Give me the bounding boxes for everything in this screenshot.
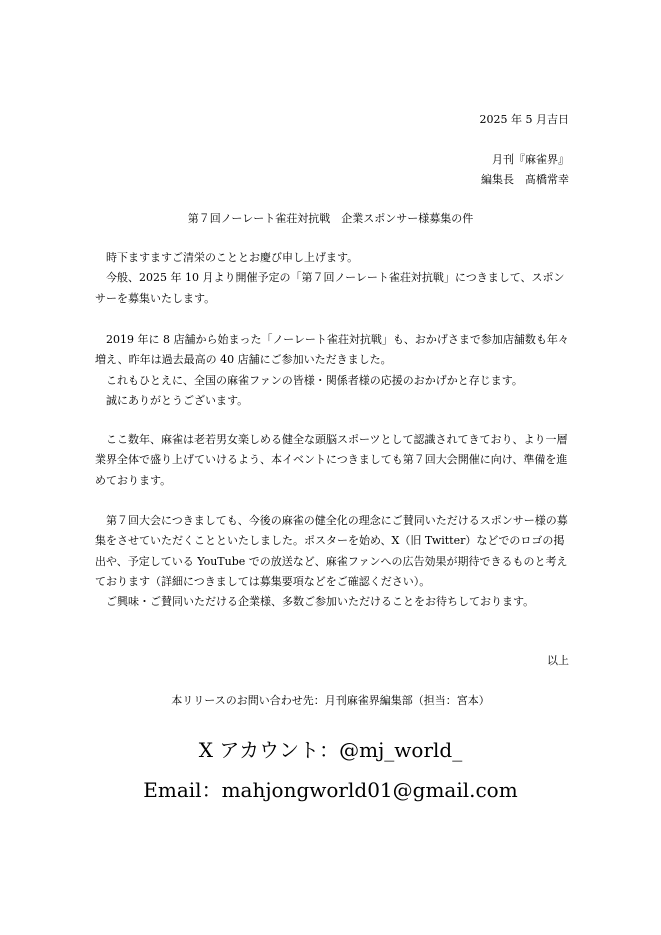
letter-title: 第７回ノーレート雀荘対抗戦 企業スポンサー様募集の件 bbox=[187, 212, 474, 225]
body-line: 時下ますますご清栄のこととお慶び申し上げます。 bbox=[95, 251, 359, 264]
body-line: 誠にありがとうございます。 bbox=[95, 393, 249, 407]
body-line: 2019 年に 8 店舗から始まった「ノーレート雀荘対抗戦」も、おかげさまで参加店舗数も年々増え、昨年は過去最高の 40 店舗にご参加いただきました。 bbox=[95, 333, 569, 367]
x-account: X アカウント：@mj_world_ bbox=[198, 738, 463, 762]
paragraph-sponsor bbox=[95, 511, 573, 612]
body-line: これもひとえに、全国の麻雀ファンの皆様・関係者様の応援のおかげかと存じます。 bbox=[95, 373, 523, 387]
body-line: ここ数年、麻雀は老若男女楽しめる健全な頭脳スポーツとして認識されてきており、より一層業界全体で盛り上げていけるよう、本イベントにつきましても第７回大会開催に向け、準備を進めております。 bbox=[95, 433, 568, 487]
body-line: 今般、2025 年 10 月より開催予定の「第７回ノーレート雀荘対抗戦」につきまして、スポンサーを募集いたします。 bbox=[95, 271, 565, 305]
sender-block bbox=[481, 150, 569, 190]
paragraph-greeting bbox=[95, 248, 573, 309]
body-line: ご興味・ご賛同いただける企業様、多数ご参加いただけることをお待ちしております。 bbox=[95, 595, 535, 609]
letter-date: 2025 年 5 月吉日 bbox=[479, 113, 569, 126]
closing-mark: 以上 bbox=[547, 654, 569, 667]
paragraph-history bbox=[95, 330, 573, 411]
contact-info: 本リリースのお問い合わせ先：月刊麻雀界編集部（担当：宮本） bbox=[171, 694, 490, 707]
sender-person: 編集長 髙橋常幸 bbox=[481, 173, 569, 186]
sender-publication: 月刊『麻雀界』 bbox=[492, 153, 569, 166]
paragraph-context bbox=[95, 430, 573, 491]
body-line: 第７回大会につきましても、今後の麻雀の健全化の理念にご賛同いただけるスポンサー様の募集をさせていただくことといたしました。ポスターを始め、X（旧 Twitter）などでのロゴの掲出や、予定している YouTube での放送など、麻雀ファンへの広告効果が期待できるものと考えております（詳細につきましては募集要項などをご確認ください）。 bbox=[95, 514, 568, 588]
email-address: Email：mahjongworld01@gmail.com bbox=[143, 778, 518, 802]
